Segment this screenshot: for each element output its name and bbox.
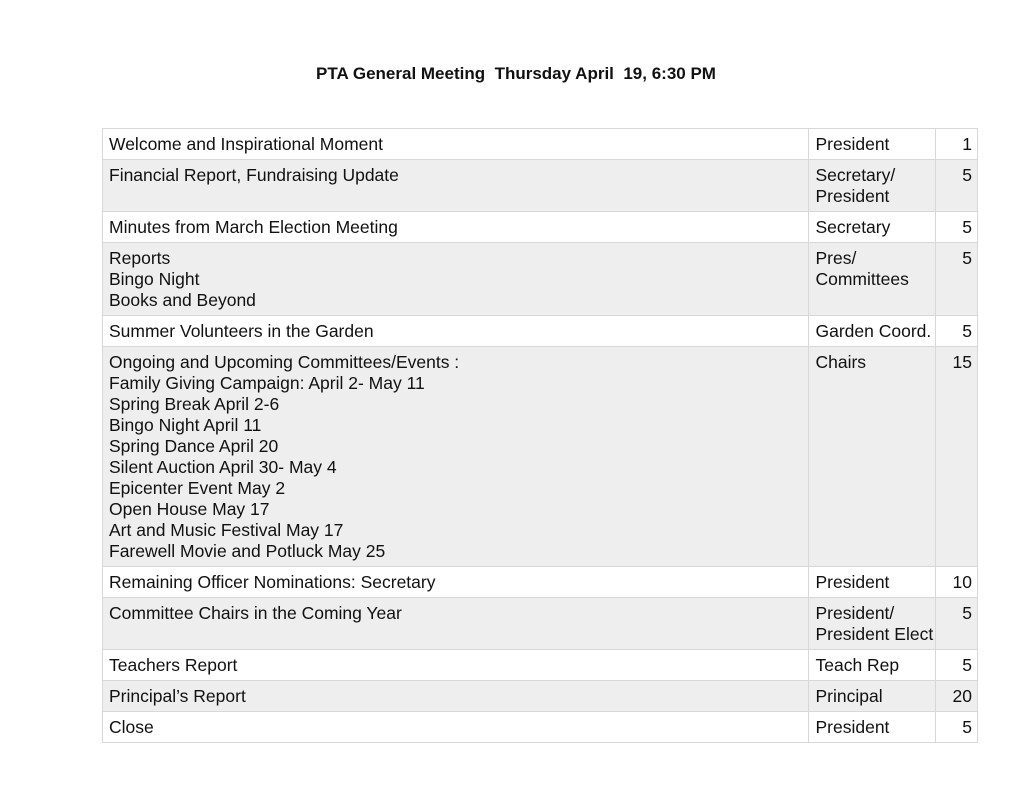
- agenda-item-text: Financial Report, Fundraising Update: [109, 165, 399, 185]
- agenda-presenter-text: President: [815, 572, 890, 592]
- agenda-minutes-cell: [936, 598, 978, 650]
- agenda-presenter-cell: [809, 681, 936, 712]
- agenda-presenter-text: Committees: [815, 269, 909, 289]
- agenda-item-cell: [103, 650, 809, 681]
- agenda-presenter-cell: [809, 243, 936, 316]
- agenda-item-text: Farewell Movie and Potluck May 25: [109, 541, 386, 561]
- agenda-item-text: Reports: [109, 248, 171, 268]
- agenda-item-cell: [103, 316, 809, 347]
- agenda-minutes-cell: [936, 681, 978, 712]
- agenda-presenter-cell: [809, 129, 936, 160]
- agenda-minutes-text: 5: [962, 165, 972, 185]
- agenda-presenter-text: Chairs: [815, 352, 867, 372]
- agenda-presenter-text: Secretary: [815, 217, 891, 237]
- page-title: PTA General Meeting Thursday April 19, 6:30 PM: [316, 64, 716, 83]
- agenda-item-text: Books and Beyond: [109, 290, 256, 310]
- agenda-presenter-cell: [809, 212, 936, 243]
- agenda-presenter-text: President Elect: [815, 624, 934, 644]
- agenda-item-text: Family Giving Campaign: April 2- May 11: [109, 373, 425, 393]
- agenda-row: [103, 650, 978, 681]
- agenda-row: [103, 129, 978, 160]
- agenda-minutes-text: 10: [952, 572, 972, 592]
- agenda-presenter-cell: [809, 712, 936, 743]
- agenda-item-text: Committee Chairs in the Coming Year: [109, 603, 402, 623]
- agenda-item-text: Welcome and Inspirational Moment: [109, 134, 383, 154]
- agenda-presenter-text: President: [815, 134, 890, 154]
- agenda-presenter-cell: [809, 347, 936, 567]
- agenda-item-cell: [103, 567, 809, 598]
- agenda-minutes-text: 5: [962, 321, 972, 341]
- agenda-row: [103, 712, 978, 743]
- agenda-minutes-cell: [936, 712, 978, 743]
- agenda-presenter-cell: [809, 316, 936, 347]
- agenda-minutes-text: 5: [962, 603, 972, 623]
- agenda-item-text: Remaining Officer Nominations: Secretary: [109, 572, 436, 592]
- agenda-presenter-cell: [809, 598, 936, 650]
- agenda-minutes-cell: [936, 347, 978, 567]
- agenda-minutes-cell: [936, 129, 978, 160]
- agenda-presenter-text: President: [815, 186, 890, 206]
- agenda-minutes-text: 1: [962, 134, 972, 154]
- agenda-item-text: Silent Auction April 30- May 4: [109, 457, 337, 477]
- agenda-item-cell: [103, 347, 809, 567]
- agenda-minutes-text: 5: [962, 717, 972, 737]
- agenda-minutes-text: 20: [952, 686, 972, 706]
- agenda-presenter-cell: [809, 160, 936, 212]
- agenda-item-cell: [103, 160, 809, 212]
- agenda-minutes-text: 5: [962, 655, 972, 675]
- agenda-item-text: Minutes from March Election Meeting: [109, 217, 398, 237]
- agenda-item-cell: [103, 712, 809, 743]
- agenda-item-text: Principal’s Report: [109, 686, 246, 706]
- agenda-minutes-cell: [936, 316, 978, 347]
- agenda-item-text: Ongoing and Upcoming Committees/Events :: [109, 352, 460, 372]
- agenda-presenter-text: Garden Coord.: [815, 321, 932, 341]
- agenda-row: [103, 567, 978, 598]
- agenda-row: [103, 316, 978, 347]
- agenda-item-cell: [103, 212, 809, 243]
- agenda-item-cell: [103, 129, 809, 160]
- agenda-minutes-cell: [936, 243, 978, 316]
- agenda-item-text: Spring Dance April 20: [109, 436, 279, 456]
- agenda-minutes-cell: [936, 567, 978, 598]
- agenda-item-text: Open House May 17: [109, 499, 270, 519]
- agenda-item-cell: [103, 598, 809, 650]
- agenda-item-text: Teachers Report: [109, 655, 238, 675]
- agenda-minutes-text: 5: [962, 217, 972, 237]
- agenda-row: [103, 681, 978, 712]
- agenda-item-text: Spring Break April 2-6: [109, 394, 280, 414]
- agenda-presenter-text: Principal: [815, 686, 883, 706]
- agenda-minutes-text: 5: [962, 248, 972, 268]
- agenda-row: [103, 347, 978, 567]
- agenda-item-text: Bingo Night: [109, 269, 200, 289]
- agenda-minutes-cell: [936, 212, 978, 243]
- agenda-presenter-cell: [809, 567, 936, 598]
- agenda-minutes-cell: [936, 650, 978, 681]
- agenda-row: [103, 160, 978, 212]
- agenda-row: [103, 243, 978, 316]
- agenda-row: [103, 598, 978, 650]
- agenda-presenter-text: Teach Rep: [815, 655, 900, 675]
- agenda-presenter-text: Pres/: [815, 248, 857, 268]
- agenda-minutes-cell: [936, 160, 978, 212]
- agenda-presenter-text: President: [815, 717, 890, 737]
- agenda-presenter-text: President/: [815, 603, 895, 623]
- agenda-item-text: Epicenter Event May 2: [109, 478, 286, 498]
- agenda-table-body: [103, 129, 978, 743]
- agenda-row: [103, 212, 978, 243]
- agenda-presenter-cell: [809, 650, 936, 681]
- agenda-table: [102, 128, 978, 743]
- agenda-item-text: Art and Music Festival May 17: [109, 520, 344, 540]
- agenda-item-cell: [103, 681, 809, 712]
- agenda-item-text: Bingo Night April 11: [109, 415, 262, 435]
- agenda-item-text: Summer Volunteers in the Garden: [109, 321, 374, 341]
- agenda-item-cell: [103, 243, 809, 316]
- agenda-item-text: Close: [109, 717, 154, 737]
- agenda-minutes-text: 15: [952, 352, 972, 372]
- agenda-presenter-text: Secretary/: [815, 165, 896, 185]
